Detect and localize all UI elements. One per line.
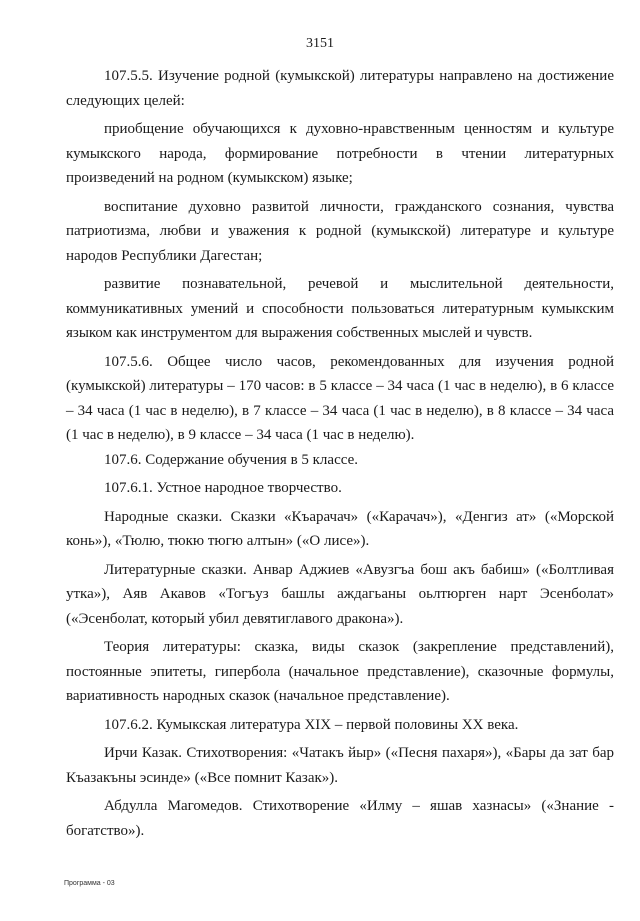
paragraph-theory: Теория литературы: сказка, виды сказок (закрепление представлений), постоянные эпитеты, гипербола (начальное представление), сказочные формулы, вариативность народных сказок (начальное представление). (66, 639, 614, 704)
paragraph-goal-3: развитие познавательной, речевой и мыслительной деятельности, коммуникативных умений и способности пользоваться литературным кумыкским языком как инструментом для выражения собственных мыслей и чувств. (66, 276, 614, 341)
paragraph-xix-heading: 107.6.2. Кумыкская литература XIX – первой половины XX века. (104, 716, 519, 733)
paragraph-folklore-heading: 107.6.1. Устное народное творчество. (104, 480, 342, 496)
paragraph-goal-1: приобщение обучающихся к духовно-нравственным ценностям и культуре кумыкского народа, формирование потребности в чтении литературных произведений на родном (кумыкском) языке; (66, 121, 614, 186)
paragraph-grade5-heading: 107.6. Содержание обучения в 5 классе. (104, 451, 358, 468)
paragraph-abdulla-magomedov: Абдулла Магомедов. Стихотворение «Илму – яшав хазнасы» («Знание - богатство»). (66, 798, 614, 839)
paragraph-goal-2: воспитание духовно развитой личности, гражданского сознания, чувства патриотизма, любви и уважения к родной (кумыкской) литературе и культуре народов Республики Дагестан; (66, 198, 614, 264)
paragraph-goals-intro: 107.5.5. Изучение родной (кумыкской) литературы направлено на достижение следующих целей: (66, 68, 614, 109)
page-number: 3151 (306, 36, 334, 51)
paragraph-hours: 107.5.6. Общее число часов, рекомендованных для изучения родной (кумыкской) литературы – 170 часов: в 5 классе – 34 часа (1 час в неделю), в 6 классе – 34 часа (1 час в неделю), в 7 классе – 34 часа (1 час в неделю), в 8 классе – 34 часа (1 час в неделю), в 9 классе – 34 часа (1 час в неделю). (66, 353, 614, 443)
footer-label: Программа - 03 (64, 880, 115, 887)
document-body (66, 64, 614, 843)
paragraph-folk-tales: Народные сказки. Сказки «Къарачач» («Карачач»), «Денгиз ат» («Морской конь»), «Тюлю, тюкю тюгю алтын» («О лисе»). (66, 508, 614, 549)
paragraph-literary-tales: Литературные сказки. Анвар Аджиев «Авузгъа бош акъ бабиш» («Болтливая утка»), Аяв Акавов «Тогъуз башлы аждагьаны оьлтюрген нарт Эсенболат» («Эсенболат, который убил девятиглавого дракона»). (66, 561, 614, 627)
paragraph-irchi-kazak: Ирчи Казак. Стихотворения: «Чатакъ йыр» («Песня пахаря»), «Бары да зат бар Къазакъны эсинде» («Все помнит Казак»). (66, 745, 614, 786)
